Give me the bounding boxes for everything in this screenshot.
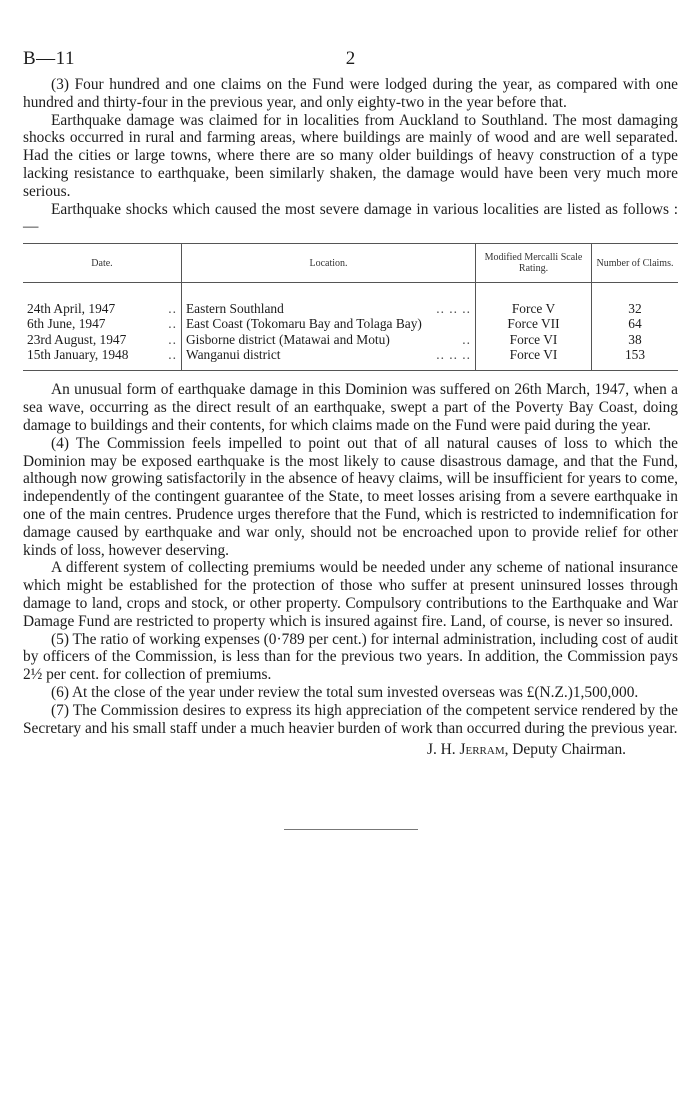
page-number: 2 [345, 48, 356, 69]
signature-surname: Jerram [459, 741, 505, 759]
cell-claims: 38 [592, 332, 679, 347]
paragraph-premiums-system: A different system of collecting premiums would be needed under any scheme of national insurance which might be established for the protection of those who suffer at present uninsured losses through damage to land, crops and stock, or other property. Compulsory contributions to the Earthquake and War Damage Fund are restricted to property which is insured against fire. Land, of course, is never so insured. [23, 559, 678, 630]
table-row [23, 332, 678, 347]
paragraph-section-4: (4) The Commission feels impelled to point out that of all natural causes of loss to which the Dominion may be exposed earthquake is the most likely to cause disastrous damage, and that the Fund, although now growing satisfactorily in the absence of heavy claims, will be insufficient for years to come, independently of the contingent guarantee of the State, to meet losses arising from a severe earthquake in one of the main centres. Prudence urges therefore that the Fund, which is restricted to indemnification for damage caused by earthquake and war only, should not be encroached upon to provide relief for other kinds of loss, however deserving. [23, 434, 678, 559]
paragraph-table-intro: Earthquake shocks which caused the most severe damage in various localities are listed as follows :— [23, 200, 678, 236]
cell-location: East Coast (Tokomaru Bay and Tolaga Bay) [182, 316, 476, 331]
header-date: Date. [23, 244, 182, 283]
cell-location: Eastern Southland .. .. .. [182, 283, 476, 317]
table-row [23, 316, 678, 331]
cell-date: 24th April, 1947 .. [27, 301, 177, 317]
cell-claims: 153 [592, 347, 679, 371]
cell-date: 15th January, 1948 .. [23, 347, 182, 371]
table-row [23, 347, 678, 371]
signature-initials: J. H. [427, 741, 460, 759]
cell-location: Wanganui district .. .. .. [182, 347, 476, 371]
paragraph-section-5: (5) The ratio of working expenses (0·789 per cent.) for internal administration, including cost of audit by officers of the Commission, is less than for the previous two years. In addition, the Commission pays 2½ per cent. for collection of premiums. [23, 630, 678, 684]
cell-force: Force VI [476, 347, 592, 371]
cell-claims: 64 [592, 316, 679, 331]
page-header [23, 48, 678, 76]
earthquake-table [23, 243, 678, 371]
table-row [23, 283, 678, 317]
cell-date: 6th June, 1947 .. [27, 316, 177, 332]
cell-force: Force VI [476, 332, 592, 347]
paragraph-damage-localities: Earthquake damage was claimed for in localities from Auckland to Southland. The most damaging shocks occurred in rural and farming areas, where buildings are mainly of wood and are well separated. Had the cities or large towns, where there are so many older buildings of heavy construction of a type lacking resistance to earthquake, been similarly shaken, the damage would have been very much more serious. [23, 111, 678, 200]
cell-location: Gisborne district (Matawai and Motu) .. [182, 332, 476, 347]
table-header-row [23, 244, 678, 283]
cell-claims: 32 [592, 283, 679, 317]
header-rating: Modified Mercalli Scale Rating. [476, 244, 592, 283]
paragraph-section-6: (6) At the close of the year under review the total sum invested overseas was £(N.Z.)1,500,000. [51, 683, 639, 701]
cell-force: Force VII [476, 316, 592, 331]
document-reference: B—11 [23, 48, 75, 69]
paragraph-claims-lodged: (3) Four hundred and one claims on the Fund were lodged during the year, as compared with one hundred and thirty-four in the previous year, and only eighty-two in the year before that. [23, 76, 678, 111]
cell-date: 23rd August, 1947 .. [27, 331, 177, 347]
paragraph-section-7: (7) The Commission desires to express its high appreciation of the competent service rendered by the Secretary and his small staff under a much heavier burden of work than occurred during the previous year. [23, 701, 678, 737]
signature [23, 741, 678, 759]
signature-title: , Deputy Chairman. [504, 741, 626, 759]
cell-force: Force V [476, 283, 592, 317]
header-claims: Number of Claims. [592, 244, 679, 283]
paragraph-sea-wave: An unusual form of earthquake damage in this Dominion was suffered on 26th March, 1947, when a sea wave, occurring as the direct result of an earthquake, swept a part of the Poverty Bay Coast, doing damage to buildings and their contents, for which claims made on the Fund were paid during the year. [23, 381, 678, 434]
end-rule-divider [284, 829, 418, 830]
header-location: Location. [182, 244, 476, 283]
